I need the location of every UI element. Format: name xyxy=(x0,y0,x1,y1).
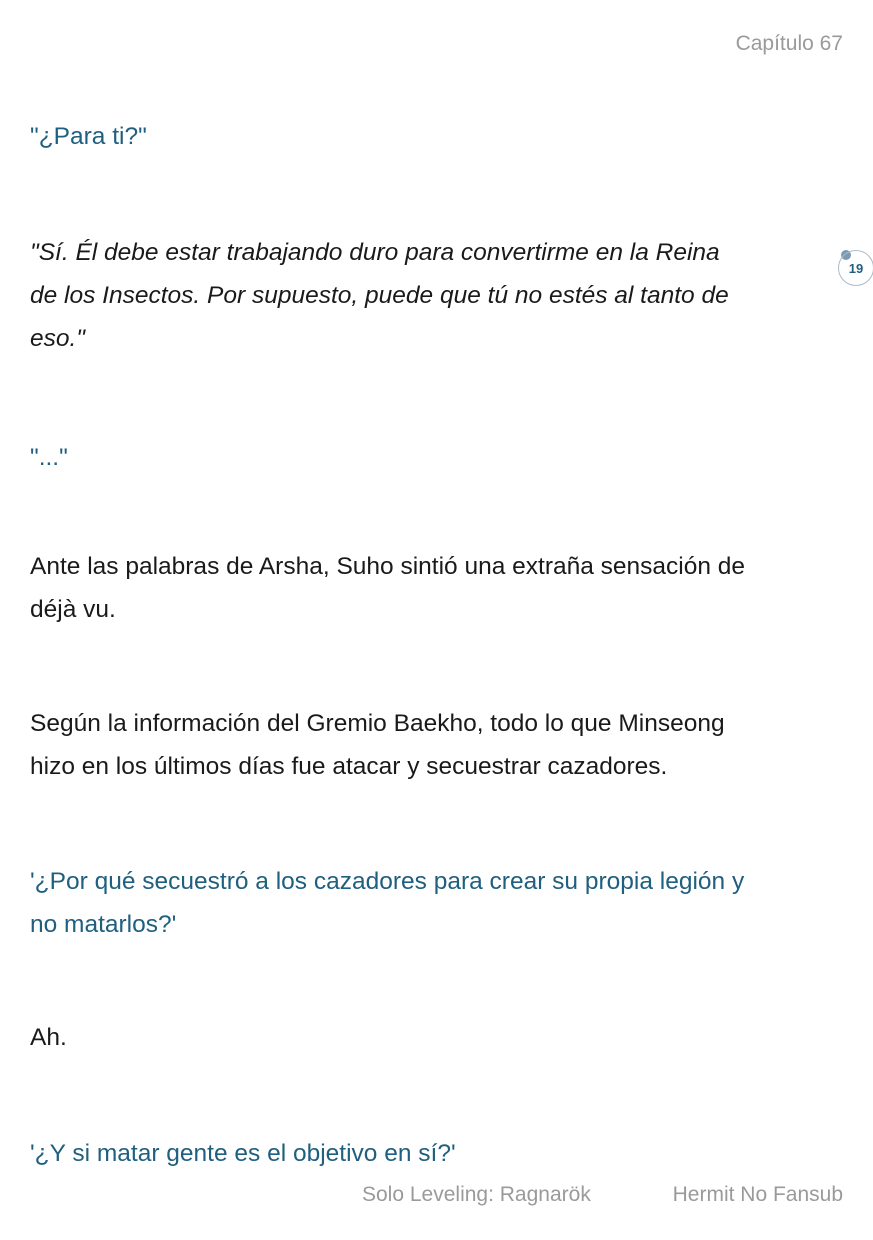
paragraph-narration: Ah. xyxy=(30,1024,67,1051)
paragraph-thought: '¿Por qué secuestró a los cazadores para crear su propia legión y no matarlos?' xyxy=(30,868,745,938)
paragraph-narration: Ante las palabras de Arsha, Suho sintió una extraña sensación de déjà vu. xyxy=(30,553,746,623)
page-marker-badge[interactable]: 19 xyxy=(838,250,873,286)
paragraph-narration: Según la información del Gremio Baekho, todo lo que Minseong hizo en los últimos días fue atacar y secuestrar cazadores. xyxy=(30,710,725,780)
footer-translator: Hermit No Fansub xyxy=(672,1183,843,1206)
footer-book-title: Solo Leveling: Ragnarök xyxy=(362,1183,591,1206)
paragraph-thought: '¿Y si matar gente es el objetivo en sí?' xyxy=(30,1140,456,1167)
chapter-title: Capítulo 67 xyxy=(735,32,843,55)
paragraph-ellipsis: "..." xyxy=(30,444,68,471)
paragraph-dialogue: "¿Para ti?" xyxy=(30,123,147,150)
paragraph-dialogue-italic: "Sí. Él debe estar trabajando duro para convertirme en la Reina de los Insectos. Por supuesto, puede que tú no estés al tanto de eso." xyxy=(30,239,729,352)
